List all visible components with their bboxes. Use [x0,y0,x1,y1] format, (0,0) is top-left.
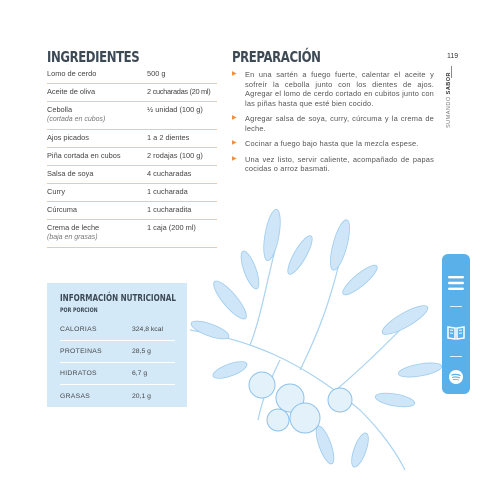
ingredient-quantity: 1 a 2 dientes [147,133,190,142]
preparation-steps [232,70,434,180]
ingredient-row [47,202,217,220]
book-icon [447,326,465,340]
nutrition-row [60,385,175,407]
step-text: En una sartén a fuego fuerte, calentar el aceite y sofreír la cebolla junto con los dientes de ajos. Agregar el lomo de cerdo cortado en cubitos junto con las piñas hasta que esté bien cocido. [245,70,434,108]
nav-divider [450,306,462,307]
ingredient-row [47,102,217,130]
ingredient-row [47,84,217,102]
nutrition-label: CALORIAS [60,326,97,333]
nav-divider [450,356,462,357]
nutrition-label: GRASAS [60,392,91,400]
section-label-bold: SABOR [446,71,452,95]
ingredients-table [47,66,217,248]
arrow-right-icon: ▶ [232,155,237,162]
preparation-step [232,114,434,133]
nutrition-value: 20,1 g [132,392,151,400]
ingredient-row [47,220,217,248]
ingredient-name-text: Crema de leche [47,223,100,232]
ingredient-name [47,105,147,125]
nutrition-value: 28,5 g [132,348,151,355]
ingredient-quantity: 500 g [147,69,166,78]
nutrition-label: PROTEINAS [60,348,102,355]
nutrition-value: 6,7 g [132,370,148,377]
preparation-step [232,139,434,149]
step-text: Cocinar a fuego bajo hasta que la mezcla espese. [245,139,419,148]
ingredient-quantity: 1 cucharadita [147,205,192,214]
nutrition-row [60,363,175,385]
spotify-button[interactable] [442,362,470,392]
ingredient-name [47,223,147,243]
ingredient-name: Lomo de cerdo [47,69,97,78]
ingredient-row [47,130,217,148]
menu-button[interactable] [442,268,470,298]
ingredient-quantity: 2 rodajas (100 g) [147,151,203,160]
section-label [446,68,452,128]
nutrition-subtitle: POR PORCIÓN [60,307,98,314]
arrow-right-icon: ▶ [232,140,237,146]
step-text: Agregar salsa de soya, curry, cúrcuma y la crema de leche. [245,114,434,133]
ingredient-quantity: 1 cucharada [147,187,188,196]
book-button[interactable] [442,318,470,348]
nutrition-row [60,341,175,363]
arrow-right-icon: ▶ [232,71,237,77]
nutrition-row [60,319,175,341]
ingredient-name: Piña cortada en cubos [47,151,121,160]
ingredient-quantity: 2 cucharadas (20 ml) [147,87,211,96]
ingredients-heading: INGREDIENTES [47,48,140,66]
page-number: 119 [447,53,459,60]
ingredient-row [47,148,217,166]
nutrition-info-box [47,283,187,407]
ingredient-name-text: Cebolla [47,105,73,114]
section-label-light: SUMANDO [446,96,452,128]
side-navigation [442,254,470,394]
ingredient-note: (cortada en cubos) [47,116,106,123]
preparation-heading: PREPARACIÓN [232,48,321,66]
ingredient-row [47,66,217,84]
ingredient-quantity: 4 cucharadas [147,169,192,178]
ingredient-name: Cúrcuma [47,205,77,214]
arrow-right-icon: ▶ [232,115,237,121]
ingredient-name: Curry [47,187,66,196]
preparation-step [232,70,434,108]
ingredient-row [47,184,217,202]
nutrition-title: INFORMACIÓN NUTRICIONAL [60,293,176,304]
menu-icon [448,276,464,290]
ingredient-quantity: ½ unidad (100 g) [147,105,203,114]
nutrition-label: HIDRATOS [60,370,97,377]
ingredient-name: Salsa de soya [47,169,94,178]
ingredient-row [47,166,217,184]
step-text: Una vez listo, servir caliente, acompañado de papas cocidas o arroz basmati. [245,154,434,173]
nutrition-value: 324,8 kcal [132,326,163,333]
ingredient-name: Aceite de oliva [47,87,96,96]
spotify-icon [449,370,463,384]
ingredient-note: (baja en grasas) [47,234,98,241]
ingredient-name: Ajos picados [47,133,89,142]
preparation-step [232,155,434,174]
ingredient-quantity: 1 caja (200 ml) [147,223,196,232]
